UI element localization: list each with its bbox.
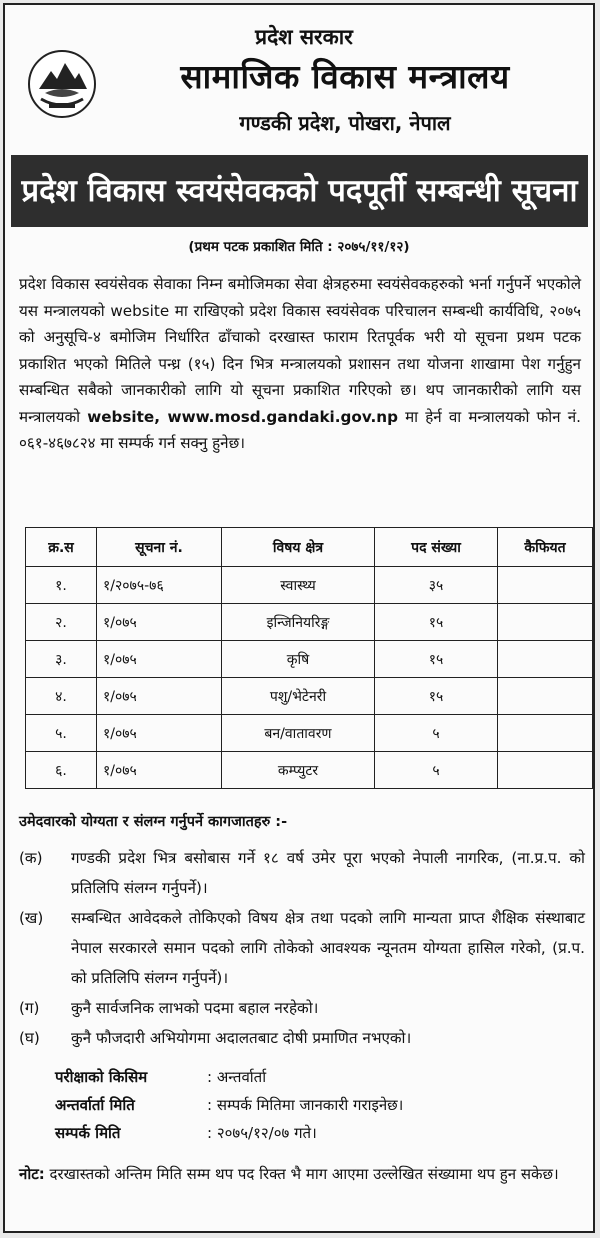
detail-row-interview-date [55,1091,575,1119]
note [19,1160,585,1188]
website-link[interactable]: website, www.mosd.gandaki.gov.np [87,407,398,426]
detail-row-exam-type [55,1063,575,1091]
item-text: गण्डकी प्रदेश भित्र बसोबास गर्ने १८ वर्ष उमेर पूरा भएको नेपाली नागरिक, (ना.प्र.प. को प्रतिलिपि संलग्न गर्नुपर्ने)। [71,849,585,897]
list-item [19,843,585,903]
detail-row-contact-date [55,1119,575,1147]
cell-post-count: ५ [375,752,498,789]
cell-remarks [498,567,593,604]
cell-subject: कम्प्युटर [222,752,375,789]
detail-label: अन्तर्वार्ता मिति [55,1096,135,1114]
nepal-emblem-icon [27,49,97,119]
list-item [19,1023,585,1053]
table-row [26,752,593,789]
ministry-address: गण्डकी प्रदेश, पोखरा, नेपाल [239,111,451,135]
intro-text-part1: प्रदेश विकास स्वयंसेवक सेवाका निम्न बमोजिमका सेवा क्षेत्रहरुमा स्वयंसेवकहरुको भर्ना गर्नुपर्ने भएकोले यस मन्त्रालयको website मा राखिएको प्रदेश विकास स्वयंसेवक परिचालन सम्बन्धी कार्यविधि, २०७५ को अनुसूचि-४ बमोजिम निर्धारित ढाँचाको दरखास्त फाराम रितपूर्वक भरी यो सूचना प्रथम पटक प्रकाशित भएको मितिले पन्ध्र (१५) दिन भित्र मन्त्रालयको प्रशासन तथा योजना शाखामा पेश गर्नुहुन सम्बन्धित सबैको जानकारीको लागि यो सूचना प्रकाशित गरिएको छ। थप जानकारीको लागि यस मन्त्रालयको [19,275,581,426]
table-header-row [26,528,593,567]
cell-remarks [498,604,593,641]
item-marker: (घ) [19,1029,40,1047]
cell-post-count: १५ [375,641,498,678]
cell-remarks [498,641,593,678]
publication-date: (प्रथम पटक प्रकाशित मिति : २०७५/११/१२) [188,239,410,255]
cell-subject: स्वास्थ्य [222,567,375,604]
detail-value: : २०७५/१२/०७ गते। [207,1124,317,1142]
col-notice-no: सूचना नं. [97,528,222,567]
col-subject: विषय क्षेत्र [222,528,375,567]
cell-subject: पशु/भेटेनरी [222,678,375,715]
cell-notice-no: १/०७५ [97,752,222,789]
cell-notice-no: १/०७५ [97,604,222,641]
note-text: दरखास्तको अन्तिम मिति सम्म थप पद रिक्त भै माग आएमा उल्लेखित संख्यामा थप हुन सकेछ। [44,1165,559,1183]
cell-serial: ५. [26,715,97,752]
col-serial: क्र.स [26,528,97,567]
cell-post-count: ५ [375,715,498,752]
detail-label: परीक्षाको किसिम [55,1068,148,1086]
cell-post-count: १५ [375,604,498,641]
header [5,5,593,153]
col-remarks: कैफियत [498,528,593,567]
note-label: नोट: [19,1165,45,1183]
cell-serial: ४. [26,678,97,715]
cell-notice-no: १/०७५ [97,678,222,715]
list-item [19,903,585,993]
detail-value: : अन्तर्वार्ता [207,1068,267,1086]
col-post-count: पद संख्या [375,528,498,567]
cell-notice-no: १/०७५ [97,641,222,678]
exam-details [55,1063,575,1147]
ministry-title: सामाजिक विकास मन्त्रालय [180,57,510,96]
notice-page [3,3,595,1233]
notice-title-banner: प्रदेश विकास स्वयंसेवकको पदपूर्ती सम्बन्धी सूचना [11,155,588,227]
cell-serial: १. [26,567,97,604]
table-row [26,715,593,752]
cell-remarks [498,752,593,789]
item-text: कुनै फौजदारी अभियोगमा अदालतबाट दोषी प्रमाणित नभएको। [71,1029,412,1047]
cell-post-count: १५ [375,678,498,715]
table-row [26,641,593,678]
cell-serial: ३. [26,641,97,678]
table-row [26,604,593,641]
cell-post-count: ३५ [375,567,498,604]
item-marker: (क) [19,849,43,867]
qualifications-list [19,843,585,1053]
cell-remarks [498,715,593,752]
cell-subject: कृषि [222,641,375,678]
posts-table [25,527,593,789]
cell-notice-no: १/०७५ [97,715,222,752]
table-row [26,567,593,604]
cell-remarks [498,678,593,715]
qualifications-title: उमेदवारको योग्यता र संलग्न गर्नुपर्ने कागजातहरु :- [19,814,288,830]
cell-serial: २. [26,604,97,641]
detail-label: सम्पर्क मिति [55,1124,121,1142]
government-label: प्रदेश सरकार [255,25,353,49]
cell-subject: इन्जिनियरिङ्ग [222,604,375,641]
intro-paragraph [19,271,581,457]
item-text: कुनै सार्वजनिक लाभको पदमा बहाल नरहेको। [71,999,319,1017]
table-row [26,678,593,715]
cell-subject: बन/वातावरण [222,715,375,752]
item-text: सम्बन्धित आवेदकले तोकिएको विषय क्षेत्र तथा पदको लागि मान्यता प्राप्त शैक्षिक संस्थाबाट नेपाल सरकारले समान पदको लागि तोकेको आवश्यक न्यूनतम योग्यता हासिल गरेको, (प्र.प. को प्रतिलिपि संलग्न गर्नुपर्ने)। [71,909,585,987]
item-marker: (ख) [19,909,44,927]
detail-value: : सम्पर्क मितिमा जानकारी गराइनेछ। [207,1096,404,1114]
cell-notice-no: १/२०७५-७६ [97,567,222,604]
item-marker: (ग) [19,999,40,1017]
intro-text-part2: मा हेर्न वा मन्त्रालयको फोन नं. ०६१-४६७८२४ मा सम्पर्क गर्न सक्नु हुनेछ। [19,407,581,452]
cell-serial: ६. [26,752,97,789]
list-item [19,993,585,1023]
